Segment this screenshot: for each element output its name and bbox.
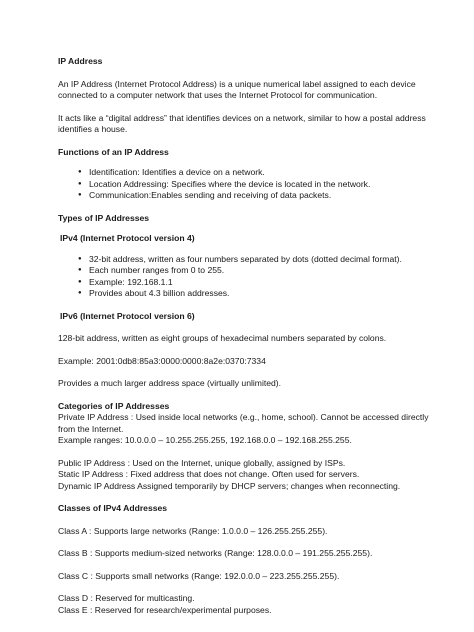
ipv4-list [58,254,434,300]
list-item: ● Example: 192.168.1.1 [78,277,434,289]
functions-heading: Functions of an IP Address [58,146,169,157]
class-d-text: Class D : Reserved for multicasting. [58,593,195,603]
list-item: ● Identification: Identifies a device on a network. [78,167,434,179]
list-item: ● 32-bit address, written as four numbers separated by dots (dotted decimal format). [78,254,434,266]
list-item: ● Provides about 4.3 billion addresses. [78,288,434,300]
list-item: ● Location Addressing: Specifies where the device is located in the network. [78,179,434,191]
ipv6-heading: IPv6 (Internet Protocol version 6) [60,310,195,321]
list-item: ● Communication:Enables sending and receiving of data packets. [78,190,434,202]
class-a-text: Class A : Supports large networks (Range: 1.0.0.0 – 126.255.255.255). [58,525,328,536]
public-ip-text: Public IP Address : Used on the Internet, unique globally, assigned by ISPs. [58,457,346,468]
list-item: ● Each number ranges from 0 to 255. [78,265,434,277]
functions-list [58,167,434,202]
intro-paragraph-2: It acts like a “digital address” that identifies devices on a network, similar to how a postal address identifies a house. [58,112,426,134]
ipv6-note: Provides a much larger address space (virtually unlimited). [58,378,282,388]
static-ip-text: Static IP Address : Fixed address that does not change. Often used for servers. [58,469,360,479]
ipv4-heading: IPv4 (Internet Protocol version 4) [60,233,195,243]
types-heading: Types of IP Addresses [58,212,150,223]
ipv6-description: 128-bit address, written as eight groups of hexadecimal numbers separated by colons. [58,333,387,343]
categories-heading: Categories of IP Addresses [58,400,170,411]
page-title: IP Address [58,56,103,66]
private-ranges-text: Example ranges: 10.0.0.0 – 10.255.255.255, 192.168.0.0 – 192.168.255.255. [58,435,352,445]
class-c-text: Class C : Supports small networks (Range: 192.0.0.0 – 223.255.255.255). [58,570,340,581]
dynamic-ip-text: Dynamic IP Address Assigned temporarily by DHCP servers; changes when reconnecting. [58,480,401,491]
classes-heading: Classes of IPv4 Addresses [58,503,168,513]
class-b-text: Class B : Supports medium-sized networks (Range: 128.0.0.0 – 191.255.255.255). [58,548,373,558]
class-e-text: Class E : Reserved for research/experimental purposes. [58,604,272,615]
private-ip-text: Private IP Address : Used inside local networks (e.g., home, school). Cannot be accessed directly from the Internet. [58,412,429,434]
ipv6-example: Example: 2001:0db8:85a3:0000:0000:8a2e:0370:7334 [58,355,266,366]
intro-paragraph-1: An IP Address (Internet Protocol Address) is a unique numerical label assigned to each device connected to a computer network that uses the Internet Protocol for communication. [58,78,416,100]
